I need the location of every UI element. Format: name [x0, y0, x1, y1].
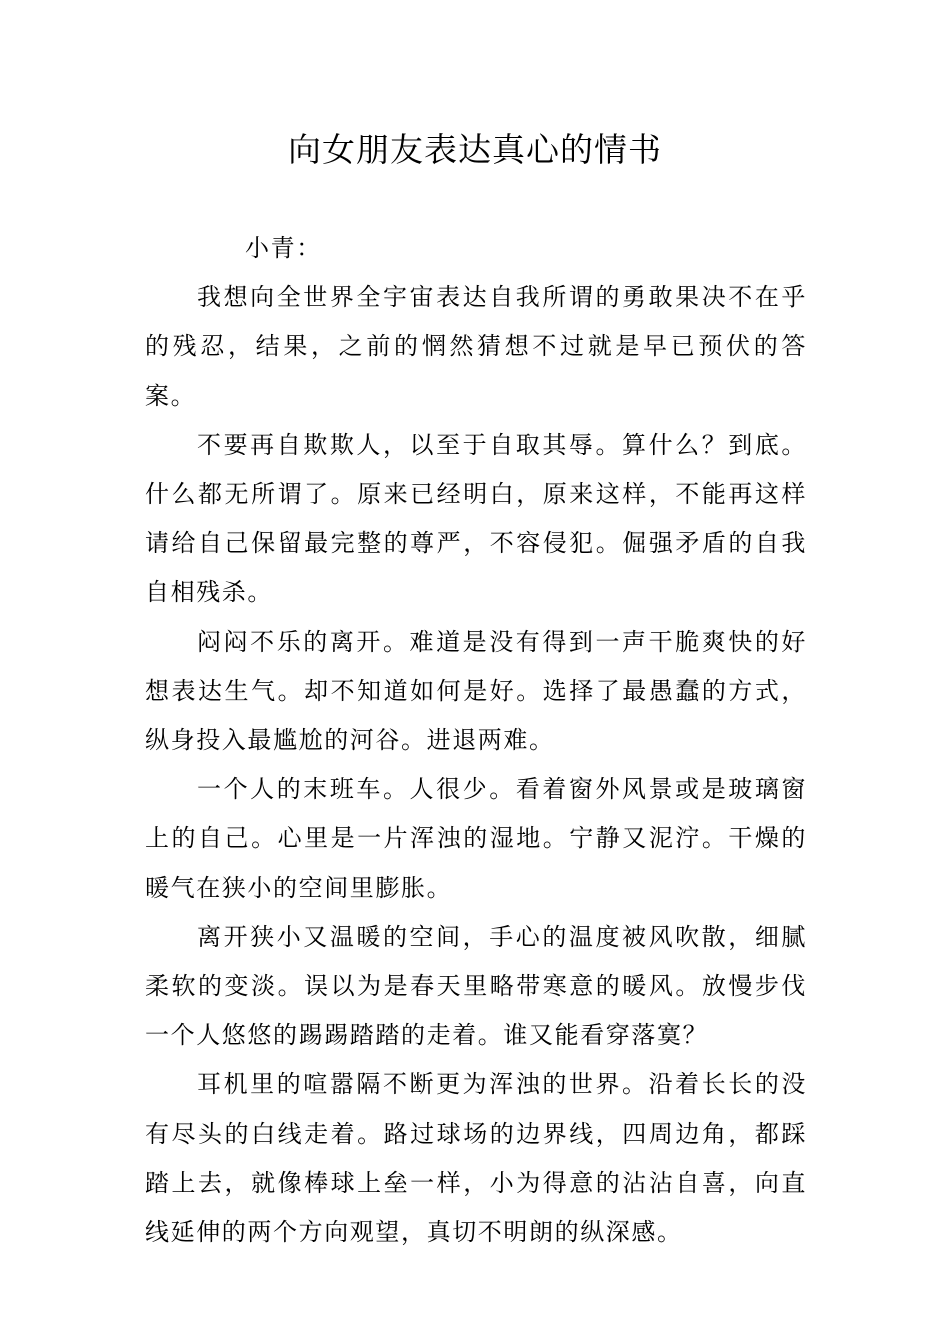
letter-paragraph: 我想向全世界全宇宙表达自我所谓的勇敢果决不在乎的残忍，结果，之前的惘然猜想不过就是早已预伏的答案。: [145, 283, 807, 410]
letter-paragraph: 不要再自欺欺人，以至于自取其辱。算什么？到底。什么都无所谓了。原来已经明白，原来这样，不能再这样请给自己保留最完整的尊严，不容侵犯。倔强矛盾的自我自相残杀。: [145, 430, 807, 607]
letter-salutation: 小青：: [245, 234, 322, 262]
letter-paragraph: 离开狭小又温暖的空间，手心的温度被风吹散，细腻柔软的变淡。误以为是春天里略带寒意的暖风。放慢步伐一个人悠悠的踢踢踏踏的走着。谁又能看穿落寞？: [145, 922, 807, 1050]
letter-paragraph: 闷闷不乐的离开。难道是没有得到一声干脆爽快的好想表达生气。却不知道如何是好。选择了最愚蠢的方式，纵身投入最尴尬的河谷。进退两难。: [145, 627, 807, 755]
letter-paragraph: 一个人的末班车。人很少。看着窗外风景或是玻璃窗上的自己。心里是一片浑浊的湿地。宁静又泥泞。干燥的暖气在狭小的空间里膨胀。: [145, 775, 807, 902]
letter-body: [145, 224, 807, 1257]
letter-paragraph: 耳机里的喧嚣隔不断更为浑浊的世界。沿着长长的没有尽头的白线走着。路过球场的边界线，四周边角，都踩踏上去，就像棒球上垒一样，小为得意的沾沾自喜，向直线延伸的两个方向观望，真切不明朗的纵深感。: [145, 1070, 807, 1247]
document-title: 向女朋友表达真心的情书: [288, 130, 662, 169]
